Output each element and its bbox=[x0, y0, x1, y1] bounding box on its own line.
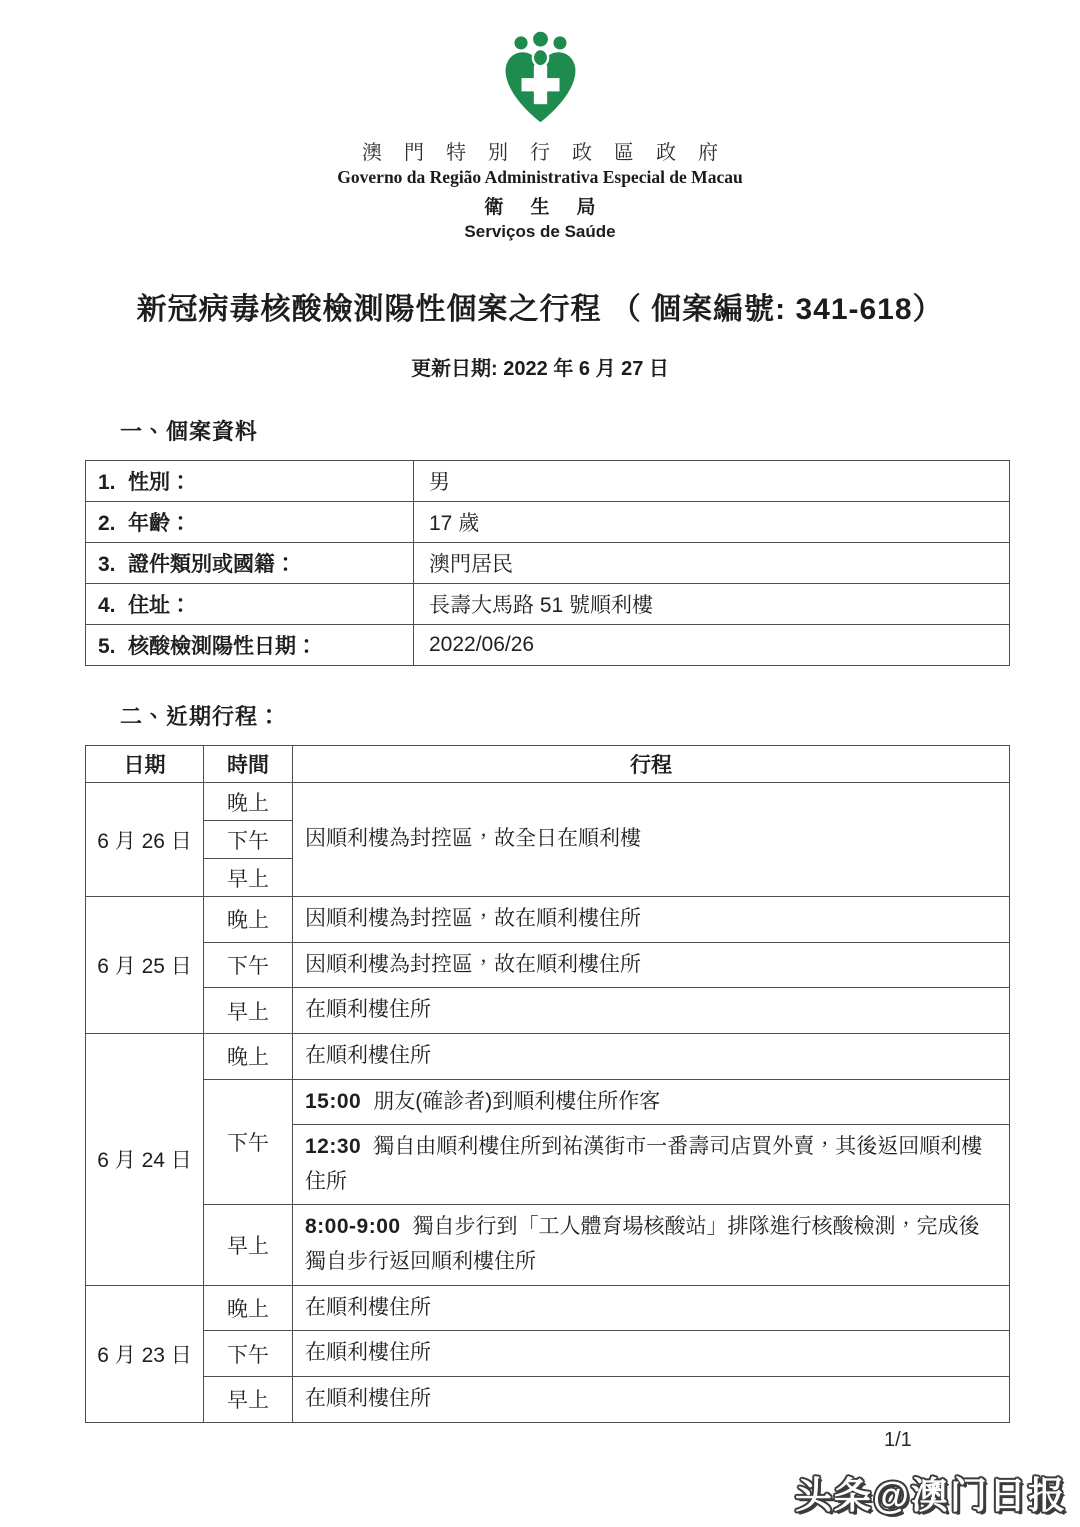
trip-cell: 在順利樓住所 bbox=[293, 1033, 1010, 1079]
dept-name-portuguese: Serviços de Saúde bbox=[464, 222, 616, 241]
page-number: 1/1 bbox=[884, 1429, 912, 1451]
itinerary-table bbox=[85, 745, 1010, 1423]
trip-text: 獨自由順利樓住所到祐漢街市一番壽司店買外賣，其後返回順利樓住所 bbox=[305, 1135, 983, 1193]
health-bureau-logo bbox=[493, 30, 588, 129]
table-row bbox=[86, 783, 1010, 821]
case-label: 核酸檢測陽性日期： bbox=[128, 635, 317, 658]
person-head-left bbox=[513, 35, 529, 51]
table-row bbox=[86, 1205, 1010, 1285]
org-name-portuguese: Governo da Região Administrativa Especial de Macau bbox=[337, 167, 743, 187]
person-head-right bbox=[552, 35, 568, 51]
trip-cell bbox=[293, 1079, 1010, 1125]
case-value-cell: 澳門居民 bbox=[414, 543, 1010, 584]
section-heading-case-info: 一、個案資料 bbox=[120, 419, 259, 444]
row-number: 4. bbox=[98, 594, 116, 617]
case-label: 年齡： bbox=[128, 512, 191, 535]
table-row bbox=[86, 502, 1010, 543]
case-value-cell: 男 bbox=[414, 461, 1010, 502]
cross-icon bbox=[521, 78, 559, 91]
row-number: 2. bbox=[98, 512, 116, 535]
time-cell: 下午 bbox=[204, 942, 293, 988]
case-label-cell bbox=[86, 461, 414, 502]
case-value-cell: 17 歲 bbox=[414, 502, 1010, 543]
time-cell: 早上 bbox=[204, 859, 293, 897]
update-date: 更新日期: 2022 年 6 月 27 日 bbox=[411, 358, 669, 380]
trip-time-prefix: 15:00 bbox=[305, 1089, 362, 1113]
table-row bbox=[86, 543, 1010, 584]
date-cell: 6 月 26 日 bbox=[86, 783, 204, 897]
trip-cell: 在順利樓住所 bbox=[293, 1285, 1010, 1331]
trip-cell: 因順利樓為封控區，故全日在順利樓 bbox=[293, 783, 1010, 897]
trip-time-prefix: 8:00-9:00 bbox=[305, 1215, 401, 1239]
column-header-trip: 行程 bbox=[293, 746, 1010, 783]
date-cell: 6 月 24 日 bbox=[86, 1033, 204, 1285]
table-row bbox=[86, 625, 1010, 666]
trip-cell: 在順利樓住所 bbox=[293, 1377, 1010, 1423]
table-row bbox=[86, 1079, 1010, 1125]
table-row bbox=[86, 1285, 1010, 1331]
trip-cell bbox=[293, 1125, 1010, 1205]
trip-text: 朋友(確診者)到順利樓住所作客 bbox=[373, 1089, 661, 1113]
trip-cell: 在順利樓住所 bbox=[293, 1331, 1010, 1377]
table-row bbox=[86, 461, 1010, 502]
table-row bbox=[86, 897, 1010, 943]
time-cell: 晚上 bbox=[204, 1033, 293, 1079]
case-label-cell bbox=[86, 543, 414, 584]
trip-cell: 因順利樓為封控區，故在順利樓住所 bbox=[293, 942, 1010, 988]
section-heading-itinerary: 二、近期行程： bbox=[120, 704, 282, 729]
person-head-center bbox=[531, 30, 548, 47]
table-row bbox=[86, 1331, 1010, 1377]
table-row bbox=[86, 988, 1010, 1034]
time-cell: 晚上 bbox=[204, 1285, 293, 1331]
case-info-table bbox=[85, 460, 1010, 666]
time-cell: 晚上 bbox=[204, 897, 293, 943]
time-cell: 早上 bbox=[204, 988, 293, 1034]
time-cell: 下午 bbox=[204, 821, 293, 859]
table-row bbox=[86, 942, 1010, 988]
date-cell: 6 月 25 日 bbox=[86, 897, 204, 1034]
time-cell: 早上 bbox=[204, 1377, 293, 1423]
table-row bbox=[86, 1033, 1010, 1079]
dept-name-chinese: 衛生局 bbox=[484, 197, 623, 218]
table-row bbox=[86, 1377, 1010, 1423]
time-cell: 下午 bbox=[204, 1079, 293, 1205]
row-number: 1. bbox=[98, 471, 116, 494]
row-number: 5. bbox=[98, 635, 116, 658]
row-number: 3. bbox=[98, 553, 116, 576]
column-header-date: 日期 bbox=[86, 746, 204, 783]
watermark: 头条@澳门日报 bbox=[794, 1475, 1067, 1516]
trip-text: 獨自步行到「工人體育場核酸站」排隊進行核酸檢測，完成後獨自步行返回順利樓住所 bbox=[305, 1215, 980, 1274]
date-cell: 6 月 23 日 bbox=[86, 1285, 204, 1422]
case-label-cell bbox=[86, 625, 414, 666]
person-body bbox=[532, 49, 547, 66]
table-header-row bbox=[86, 746, 1010, 783]
trip-cell: 在順利樓住所 bbox=[293, 988, 1010, 1034]
case-label: 證件類別或國籍： bbox=[128, 553, 296, 576]
case-label-cell bbox=[86, 584, 414, 625]
letterhead bbox=[0, 0, 1080, 242]
org-name-chinese: 澳門特別行政區政府 bbox=[362, 142, 740, 164]
time-cell: 晚上 bbox=[204, 783, 293, 821]
case-value-cell: 長壽大馬路 51 號順利樓 bbox=[414, 584, 1010, 625]
case-label: 住址： bbox=[128, 594, 191, 617]
table-row bbox=[86, 584, 1010, 625]
time-cell: 下午 bbox=[204, 1331, 293, 1377]
trip-time-prefix: 12:30 bbox=[305, 1135, 362, 1159]
case-value-cell: 2022/06/26 bbox=[414, 625, 1010, 666]
case-label-cell bbox=[86, 502, 414, 543]
trip-cell bbox=[293, 1205, 1010, 1285]
column-header-time: 時間 bbox=[204, 746, 293, 783]
time-cell: 早上 bbox=[204, 1205, 293, 1285]
trip-cell: 因順利樓為封控區，故在順利樓住所 bbox=[293, 897, 1010, 943]
page-title: 新冠病毒核酸檢測陽性個案之行程 （ 個案編號: 341-618） bbox=[136, 293, 944, 326]
case-label: 性別： bbox=[128, 471, 191, 494]
